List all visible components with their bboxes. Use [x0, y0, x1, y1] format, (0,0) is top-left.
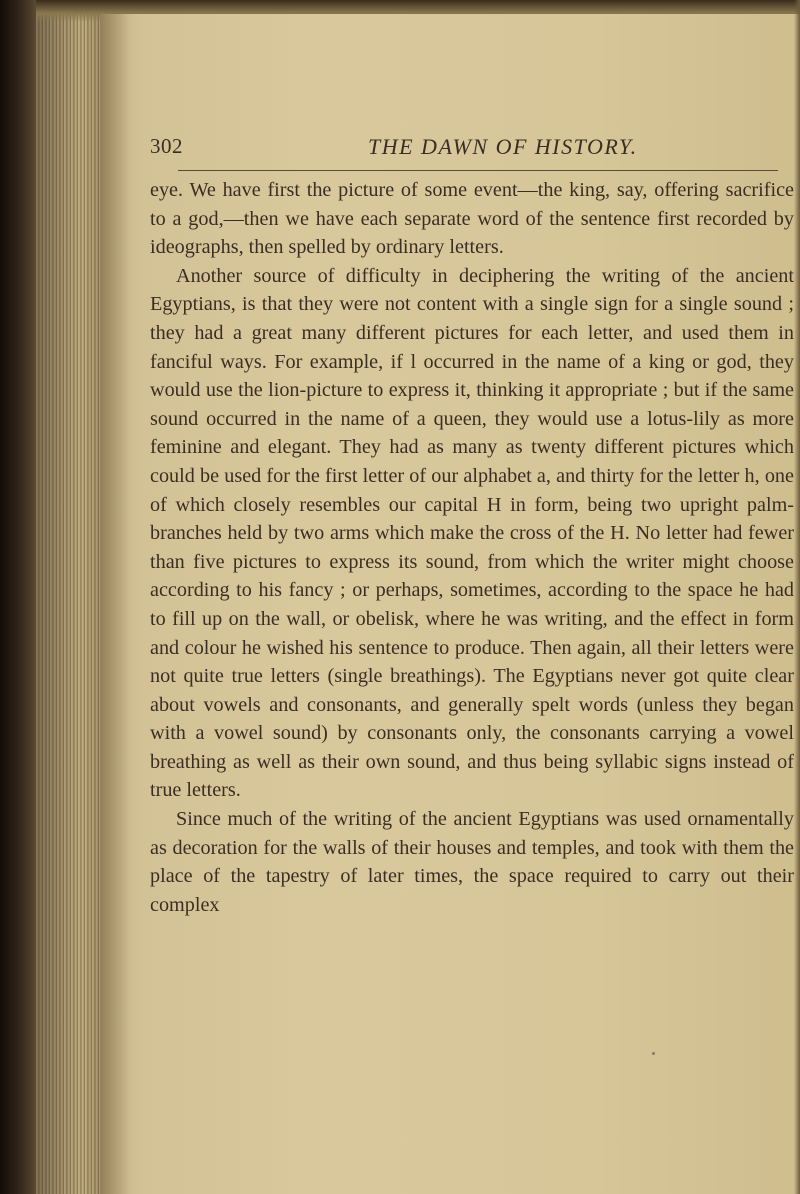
paragraph: eye. We have first the picture of some event—the king, say, offering sacrifice to a god,—then we have each separate word of the sentence first recorded by ideographs, then spelled by ordinary letters. [150, 179, 794, 259]
header-rule [178, 170, 778, 171]
paragraph: Another source of difficulty in deciphering the writing of the ancient Egyptians, is that they were not content with a single sign for a single sound ; they had a great many different pictures for each letter, and used them in fanciful ways. For example, if l occurred in the name of a king or god, they would use the lion-picture to express it, thinking it appropriate ; but if the same sound occurred in the name of a queen, they would use a lotus-lily as more feminine and elegant. They had as many as twenty different pictures which could be used for the first letter of our alphabet a, and thirty for the letter h, one of which closely resembles our capital H in form, being two upright palm-branches held by two arms which make the cross of the H. No letter had fewer than five pictures to express its sound, from which the writer might choose according to his fancy ; or perhaps, sometimes, according to the space he had to fill up on the wall, or obelisk, where he was writing, and the effect in form and colour he wished his sentence to produce. Then again, all their letters were not quite true letters (single breathings). The Egyptians never got quite clear about vowels and consonants, and generally spelt words (unless they began with a vowel sound) by consonants only, the consonants carrying a vowel breathing as well as their own sound, and thus being syllabic signs instead of true letters. [150, 264, 794, 802]
book-binding [0, 0, 40, 1194]
paper-spot [652, 1052, 655, 1055]
page-number: 302 [150, 134, 183, 158]
running-head [150, 130, 798, 170]
body-text [150, 176, 794, 919]
page-content [150, 130, 798, 919]
paragraph: Since much of the writing of the ancient Egyptians was used ornamentally as decoration for the walls of their houses and temples, and took with them the place of the tapestry of later times, the space required to carry out their complex [150, 808, 794, 916]
running-title: THE DAWN OF HISTORY. [368, 134, 638, 159]
